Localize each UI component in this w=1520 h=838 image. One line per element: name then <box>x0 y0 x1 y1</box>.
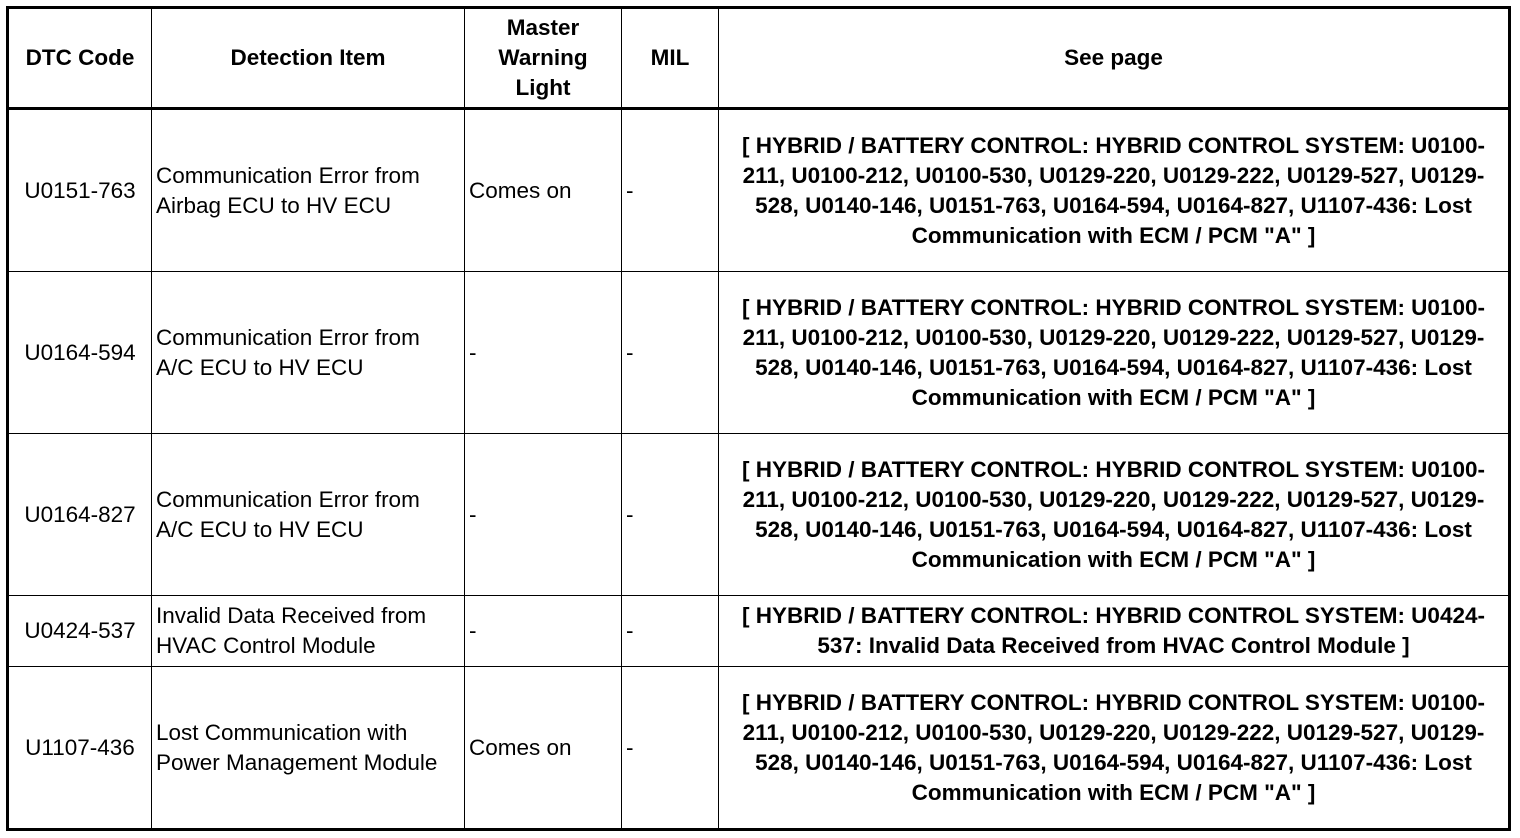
see-page-link[interactable]: [ HYBRID / BATTERY CONTROL: HYBRID CONTROL SYSTEM: U0100-211, U0100-212, U0100-530, U0129-220, U0129-222, U0129-527, U0129-528, U0140-146, U0151-763, U0164-594, U0164-827, U1107-436: Lost Communication with ECM / PCM "A" ] <box>719 109 1510 272</box>
detection-item-cell: Lost Communication with Power Management Module <box>152 667 465 830</box>
mil-cell: - <box>622 434 719 596</box>
master-warning-cell: - <box>465 434 622 596</box>
header-master-warning-light: Master Warning Light <box>465 8 622 109</box>
table-row <box>8 434 1510 596</box>
mil-cell: - <box>622 272 719 434</box>
dtc-code-cell: U0164-594 <box>8 272 152 434</box>
mil-cell: - <box>622 596 719 667</box>
detection-item-cell: Communication Error from A/C ECU to HV ECU <box>152 272 465 434</box>
see-page-link[interactable]: [ HYBRID / BATTERY CONTROL: HYBRID CONTROL SYSTEM: U0100-211, U0100-212, U0100-530, U0129-220, U0129-222, U0129-527, U0129-528, U0140-146, U0151-763, U0164-594, U0164-827, U1107-436: Lost Communication with ECM / PCM "A" ] <box>719 434 1510 596</box>
detection-item-cell: Communication Error from A/C ECU to HV ECU <box>152 434 465 596</box>
table-row <box>8 596 1510 667</box>
dtc-code-cell: U1107-436 <box>8 667 152 830</box>
dtc-code-cell: U0164-827 <box>8 434 152 596</box>
dtc-table <box>6 6 1511 831</box>
see-page-link[interactable]: [ HYBRID / BATTERY CONTROL: HYBRID CONTROL SYSTEM: U0100-211, U0100-212, U0100-530, U0129-220, U0129-222, U0129-527, U0129-528, U0140-146, U0151-763, U0164-594, U0164-827, U1107-436: Lost Communication with ECM / PCM "A" ] <box>719 272 1510 434</box>
see-page-link[interactable]: [ HYBRID / BATTERY CONTROL: HYBRID CONTROL SYSTEM: U0100-211, U0100-212, U0100-530, U0129-220, U0129-222, U0129-527, U0129-528, U0140-146, U0151-763, U0164-594, U0164-827, U1107-436: Lost Communication with ECM / PCM "A" ] <box>719 667 1510 830</box>
detection-item-cell: Communication Error from Airbag ECU to HV ECU <box>152 109 465 272</box>
table-row <box>8 272 1510 434</box>
dtc-code-cell: U0151-763 <box>8 109 152 272</box>
table-row <box>8 109 1510 272</box>
header-detection-item: Detection Item <box>152 8 465 109</box>
mil-cell: - <box>622 667 719 830</box>
see-page-link[interactable]: [ HYBRID / BATTERY CONTROL: HYBRID CONTROL SYSTEM: U0424-537: Invalid Data Received from HVAC Control Module ] <box>719 596 1510 667</box>
header-see-page: See page <box>719 8 1510 109</box>
header-dtc-code: DTC Code <box>8 8 152 109</box>
master-warning-cell: - <box>465 596 622 667</box>
dtc-code-cell: U0424-537 <box>8 596 152 667</box>
header-row <box>8 8 1510 109</box>
mil-cell: - <box>622 109 719 272</box>
detection-item-cell: Invalid Data Received from HVAC Control Module <box>152 596 465 667</box>
master-warning-cell: - <box>465 272 622 434</box>
table-row <box>8 667 1510 830</box>
master-warning-cell: Comes on <box>465 667 622 830</box>
master-warning-cell: Comes on <box>465 109 622 272</box>
header-mil: MIL <box>622 8 719 109</box>
